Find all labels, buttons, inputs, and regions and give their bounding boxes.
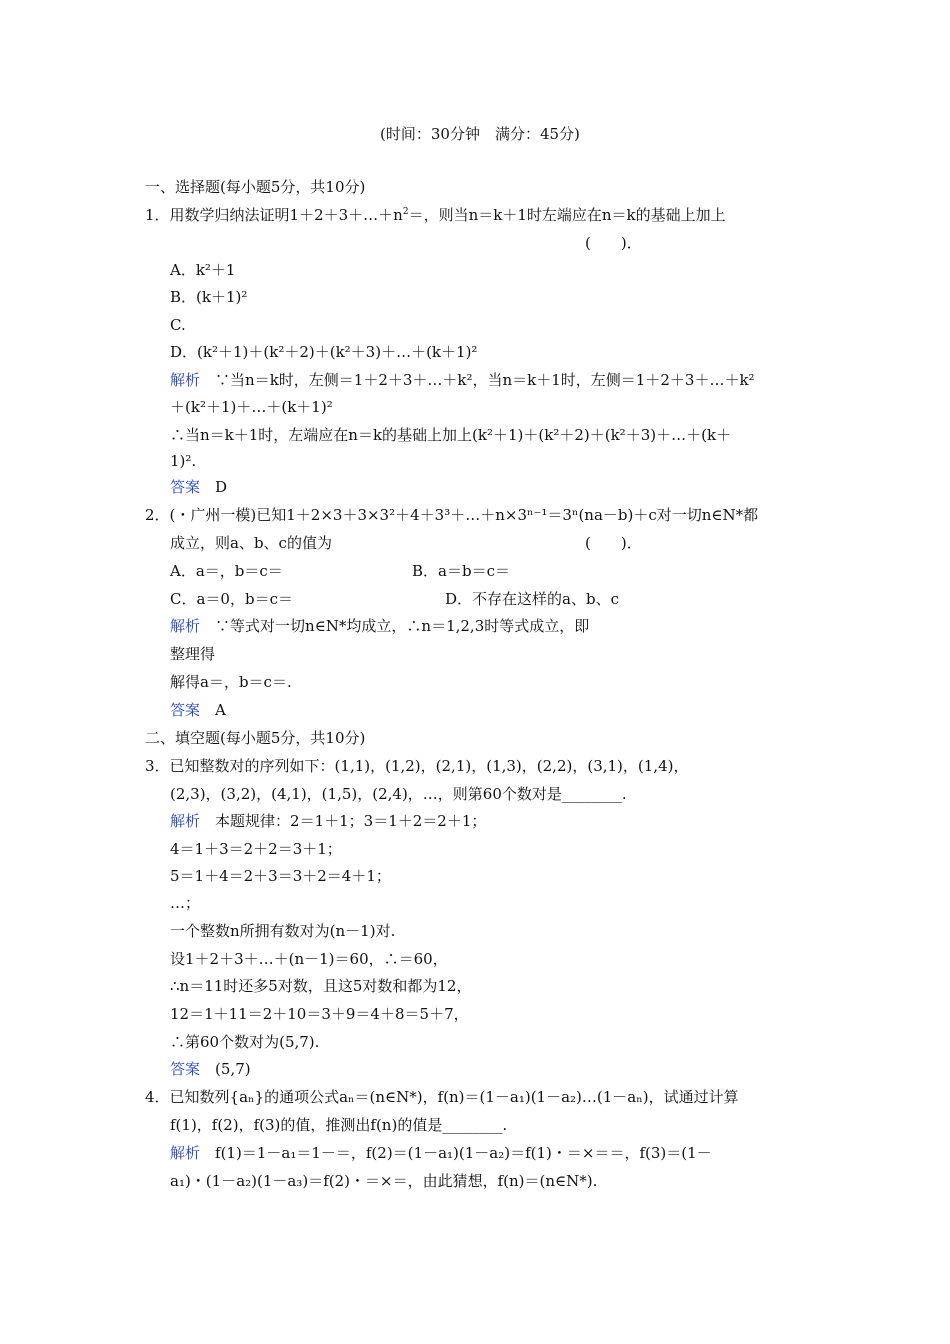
q2-option-d: D．不存在这样的a、b、c <box>445 590 619 608</box>
q2-analysis-line-1 <box>170 616 589 636</box>
analysis-label: 解析 <box>170 371 201 389</box>
q2-answer <box>170 700 226 720</box>
q3-analysis-line-6: 设1＋2＋3＋…＋(n－1)＝60，∴＝60， <box>170 950 448 968</box>
q1-analysis-line-4: 1)². <box>170 452 197 470</box>
q2-option-a: A．a＝，b＝c＝ <box>170 562 283 580</box>
q3-analysis-line-2: 4＝1＋3＝2＋2＝3＋1； <box>170 840 342 858</box>
q1-analysis-line-2: ＋(k²＋1)＋…＋(k＋1)² <box>170 398 333 416</box>
q3-analysis-line-5: 一个整数n所拥有数对为(n－1)对. <box>170 922 396 940</box>
q3-analysis-line-7: ∴n＝11时还多5对数，且这5对数和都为12， <box>170 977 472 995</box>
q4-stem-line-1: 4．已知数列{aₙ}的通项公式aₙ＝(n∈N*)，f(n)＝(1－a₁)(1－a₂)…(1－aₙ)，试通过计算 <box>145 1088 739 1106</box>
answer-label: 答案 <box>170 701 201 719</box>
analysis-label: 解析 <box>170 617 201 635</box>
q1-option-d: D．(k²＋1)＋(k²＋2)＋(k²＋3)＋…＋(k＋1)² <box>170 343 478 361</box>
q1-option-c: C. <box>170 316 186 334</box>
q3-analysis-line-1 <box>170 811 486 831</box>
q2-option-c: C．a＝0，b＝c＝ <box>170 590 293 608</box>
q1-analysis-line-1 <box>170 370 755 390</box>
q3-analysis-line-8: 12＝1＋11＝2＋10＝3＋9＝4＋8＝5＋7， <box>170 1005 469 1023</box>
answer-label: 答案 <box>170 478 201 496</box>
q4-analysis-line-2: a₁)・(1－a₂)(1－a₃)＝f(2)・＝×＝，由此猜想，f(n)＝(n∈N*). <box>170 1172 598 1190</box>
q3-answer <box>170 1059 251 1079</box>
section2-title: 二、填空题(每小题5分，共10分) <box>145 729 366 747</box>
q3-stem-line-1: 3．已知整数对的序列如下：(1,1)，(1,2)，(2,1)，(1,3)，(2,2)，(3,1)，(1,4)， <box>145 757 689 775</box>
q4-analysis-line-1 <box>170 1143 712 1163</box>
analysis-label: 解析 <box>170 1144 201 1162</box>
time-info: (时间：30分钟 满分：45分) <box>380 125 580 143</box>
q2-stem-line-2: 成立，则a、b、c的值为 <box>170 534 332 552</box>
q1-analysis-line-3: ∴当n＝k＋1时，左端应在n＝k的基础上加上(k²＋1)＋(k²＋2)＋(k²＋3)＋…＋(k＋ <box>170 426 732 444</box>
q3-analysis-line-4: …； <box>170 894 201 912</box>
q2-analysis-text-1: ∵等式对一切n∈N*均成立，∴n＝1,2,3时等式成立，即 <box>215 617 590 635</box>
q3-analysis-text-1: 本题规律：2＝1＋1；3＝1＋2＝2＋1； <box>215 812 487 830</box>
q4-analysis-text-1: f(1)＝1－a₁＝1－＝，f(2)＝(1－a₁)(1－a₂)＝f(1)・＝×＝＝，f(3)＝(1－ <box>215 1144 712 1162</box>
q3-analysis-line-3: 5＝1＋4＝2＋3＝3＋2＝4＋1； <box>170 867 391 885</box>
q1-answer <box>170 477 227 497</box>
q1-stem: 1．用数学归纳法证明$1+2+3+\dots+n^2=$，则当n＝k＋1时左端应在n＝k的基础上加上 <box>145 206 726 224</box>
q1-bracket: ( )． <box>585 234 642 252</box>
section1-title: 一、选择题(每小题5分，共10分) <box>145 178 366 196</box>
q1-option-a: A．k²＋1 <box>170 261 236 279</box>
q3-stem-line-2: (2,3)，(3,2)，(4,1)，(1,5)，(2,4)，…，则第60个数对是________. <box>170 785 627 803</box>
q1-stem-a: 1．用数学归纳法证明1＋2＋3＋…＋n <box>145 206 403 224</box>
q1-stem-b: ＝，则当n＝k＋1时左端应在n＝k的基础上加上 <box>408 206 726 224</box>
answer-label: 答案 <box>170 1060 201 1078</box>
q2-stem-line-1: 2．(・广州一模)已知1＋2×3＋3×3²＋4＋3³＋…＋n×3ⁿ⁻¹＝3ⁿ(na－b)＋c对一切n∈N*都 <box>145 506 759 524</box>
q1-analysis-text-1: ∵当n＝k时，左侧＝1＋2＋3＋…＋k²，当n＝k＋1时，左侧＝1＋2＋3＋…＋k² <box>215 371 755 389</box>
q2-option-b: B．a＝b＝c＝ <box>412 562 510 580</box>
q3-answer-value: (5,7) <box>215 1060 251 1078</box>
q2-analysis-line-3: 解得a＝，b＝c＝. <box>170 673 292 691</box>
q2-analysis-line-2: 整理得 <box>170 645 216 663</box>
q1-answer-value: D <box>215 478 228 496</box>
q2-bracket: ( )． <box>585 534 642 552</box>
q4-stem-line-2: f(1)，f(2)，f(3)的值，推测出f(n)的值是________. <box>170 1116 508 1134</box>
q3-analysis-line-9: ∴第60个数对为(5,7). <box>170 1033 320 1051</box>
analysis-label: 解析 <box>170 812 201 830</box>
q1-option-b: B．(k＋1)² <box>170 288 248 306</box>
q2-answer-value: A <box>215 701 226 719</box>
